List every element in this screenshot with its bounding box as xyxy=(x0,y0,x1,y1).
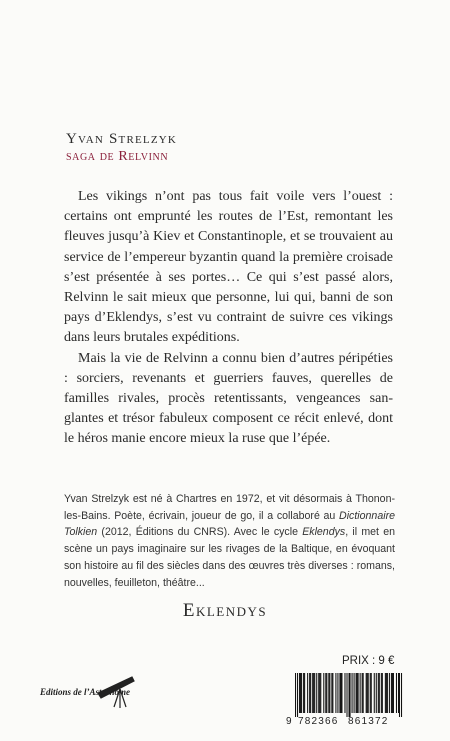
barcode-bar xyxy=(370,673,371,713)
isbn-group-1: 782366 xyxy=(298,716,339,725)
barcode-bar xyxy=(300,673,301,713)
barcode-bar xyxy=(309,673,310,713)
barcode-bar xyxy=(331,673,332,713)
blurb-paragraph-2: Mais la vie de Relvinn a connu bien d’autres péripéties : sorciers, revenants et guerriers fauves, querelles de familles rivales, procès retentissants, vengeances sanglantes et trésor fabuleux composent ce récit enlevé, dont le héros manie encore mieux la ruse que l’épée. xyxy=(64,350,393,447)
barcode-bar xyxy=(313,673,314,713)
barcode-bar xyxy=(391,673,392,713)
barcode-bar xyxy=(316,673,317,713)
barcode-bar xyxy=(301,673,302,713)
barcode-bar xyxy=(399,673,400,717)
isbn-lead-digit: 9 xyxy=(286,716,292,725)
barcode-bar xyxy=(310,673,311,713)
price-label: PRIX : 9 € xyxy=(342,655,395,667)
barcode-bar xyxy=(304,673,305,713)
bio-text-1: Yvan Strelzyk est né à Chartres en 1972, et vit désormais à Thonon-les-Bains. Poète, écrivain, joueur de go, il a collaboré au xyxy=(64,493,395,522)
barcode-bar xyxy=(354,673,355,713)
barcode-bar xyxy=(381,673,382,713)
barcode-bar xyxy=(325,673,326,713)
blurb xyxy=(64,187,393,450)
barcode-bar xyxy=(358,673,359,713)
barcode-bar xyxy=(389,673,390,713)
barcode-bar xyxy=(378,673,379,713)
barcode-bar xyxy=(323,673,324,713)
barcode-bar xyxy=(360,673,361,713)
bio-italic-dictionary: Dictionnaire Tolkien xyxy=(64,509,395,539)
barcode-bar xyxy=(312,673,313,713)
publisher-name: Editions de l’Astronome xyxy=(40,687,131,697)
barcode-bar xyxy=(299,673,300,713)
author-name: Yvan Strelzyk xyxy=(66,131,178,147)
barcode-bar xyxy=(337,673,338,713)
barcode-bar xyxy=(356,673,357,713)
barcode-bar xyxy=(379,673,380,713)
barcode-bar xyxy=(396,673,397,713)
barcode-bar xyxy=(387,673,388,713)
barcode-bar xyxy=(340,673,341,713)
barcode-bar xyxy=(319,673,320,713)
barcode-bar xyxy=(303,673,304,713)
barcode-bar xyxy=(349,673,350,717)
barcode-bar xyxy=(326,673,327,713)
bio-text-2: (2012, Éditions du CNRS). Avec le cycle xyxy=(97,526,303,539)
author-bio xyxy=(64,491,395,591)
isbn-barcode xyxy=(286,673,404,725)
barcode-bar xyxy=(341,673,342,713)
barcode-bar xyxy=(363,673,364,713)
barcode-bar xyxy=(357,673,358,713)
bio-text-3: , il met en scène un pays imaginaire sur les rivages de la Baltique, en évoquant son histoire au fil des siècles dans des œuvres très diverses : romans, nouvelles, feuilleton, théâtre... xyxy=(64,526,395,589)
barcode-bar xyxy=(329,673,330,713)
barcode-bar xyxy=(368,673,369,713)
barcode-bar xyxy=(297,673,298,717)
barcode-bar xyxy=(352,673,353,713)
barcode-bar xyxy=(374,673,375,713)
isbn-group-2: 861372 xyxy=(348,716,389,725)
barcode-bar xyxy=(385,673,386,713)
barcode-bar xyxy=(320,673,321,713)
barcode-bar xyxy=(346,673,347,717)
barcode-bar xyxy=(401,673,402,717)
bio-italic-eklendys: Eklendys xyxy=(302,526,346,539)
barcode-bar xyxy=(332,673,333,713)
barcode-bar xyxy=(344,673,345,713)
barcode-bar xyxy=(314,673,315,713)
barcode-bar xyxy=(339,673,340,713)
barcode-bar xyxy=(371,673,372,713)
barcode-bar xyxy=(362,673,363,713)
barcode-bar xyxy=(335,673,336,713)
barcode-bar xyxy=(392,673,393,713)
barcode-bar xyxy=(328,673,329,713)
barcode-bar xyxy=(295,673,296,717)
series-title: Eklendys xyxy=(182,600,268,621)
barcode-bar xyxy=(376,673,377,713)
saga-title: saga de Relvinn xyxy=(66,149,169,164)
barcode-bar xyxy=(367,673,368,713)
barcode-bar xyxy=(398,673,399,713)
blurb-paragraph-1: Les vikings n’ont pas tous fait voile vers l’ouest : certains ont emprunté les routes de l’Est, remontant les fleuves jusqu’à Kiev et Constantinople, et se trouvaient au service de l’empereur byzantin quand la première croisade s’est présentée à ses portes… Ce qui s’est passé alors, Relvinn le sait mieux que personne, lui qui, banni de son pays d’Eklendys, s’est vu contraint de suivre ces vikings dans leurs brutales expéditions. xyxy=(64,189,393,346)
barcode-bar xyxy=(393,673,394,713)
barcode-bar xyxy=(350,673,351,717)
barcode-bar xyxy=(318,673,319,713)
barcode-bar xyxy=(366,673,367,713)
barcode-bar xyxy=(307,673,308,713)
barcode-bar xyxy=(386,673,387,713)
publisher-logo xyxy=(40,673,185,713)
barcode-bar xyxy=(382,673,383,713)
